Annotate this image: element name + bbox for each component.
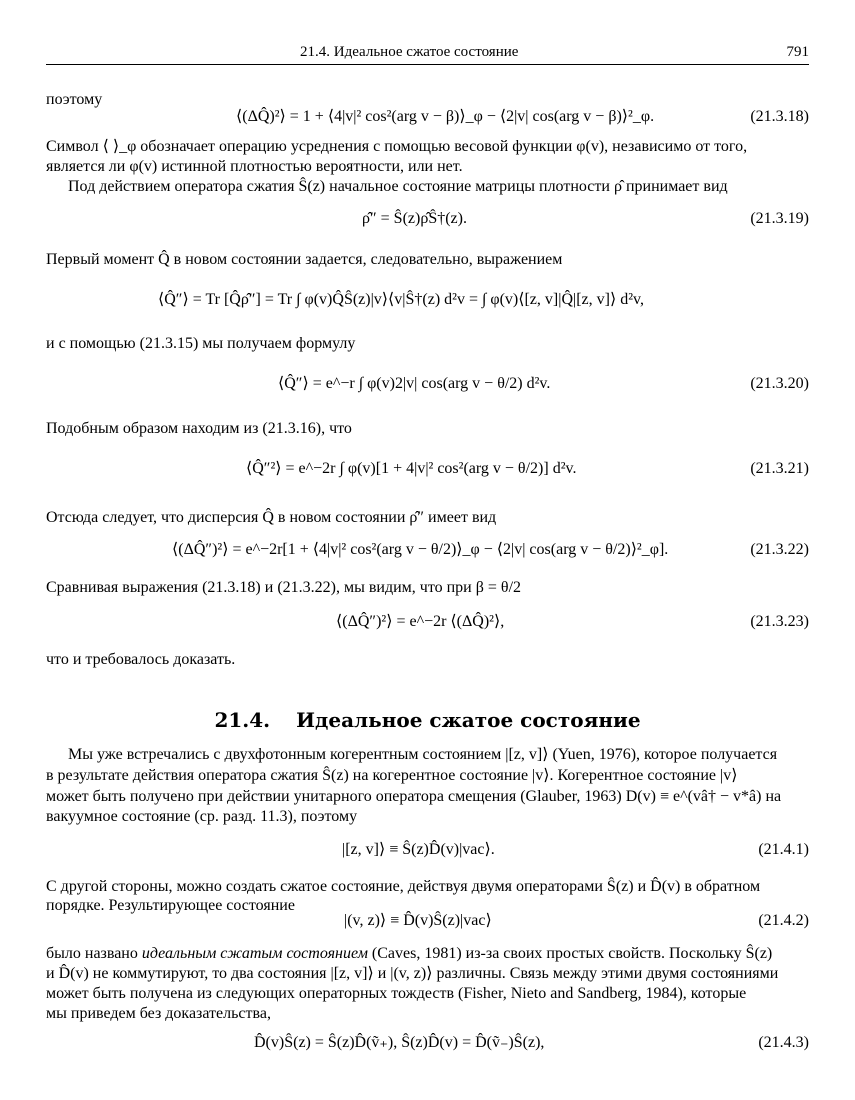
page-header: [46, 42, 809, 65]
equation-body: D̂(v)Ŝ(z) = Ŝ(z)D̂(ṽ₊), Ŝ(z)D̂(v) = D̂(ṽ₋)Ŝ(z),: [254, 1034, 545, 1051]
text-line: Символ ⟨ ⟩_φ обозначает операцию усреднения с помощью весовой функции φ(v), независимо от того,: [46, 138, 748, 155]
text-line: Под действием оператора сжатия Ŝ(z) начальное состояние матрицы плотности ρ̂ принимает вид: [68, 178, 728, 195]
equation-number: (21.3.23): [750, 613, 809, 630]
equation-21-3-20: [46, 371, 809, 397]
text-line: Первый момент Q̂ в новом состоянии задается, следовательно, выражением: [46, 251, 563, 268]
italic-term: идеальным сжатым состоянием: [141, 945, 368, 962]
equation-body: |[z, v]⟩ ≡ Ŝ(z)D̂(v)|vac⟩.: [342, 841, 495, 858]
text-line: что и требовалось доказать.: [46, 651, 236, 668]
equation-21-3-18: [46, 104, 809, 130]
equation-body: ⟨Q̂″²⟩ = e^−2r ∫ φ(v)[1 + 4|v|² cos²(arg v − θ/2)] d²v.: [246, 460, 577, 477]
text-line: мы приведем без доказательства,: [46, 1005, 271, 1022]
equation-body: ⟨Q̂″⟩ = Tr [Q̂ρ̂″] = Tr ∫ φ(v)Q̂Ŝ(z)|v⟩⟨v|Ŝ†(z) d²v = ∫ φ(v)⟨[z, v]|Q̂|[z, v]⟩ d²v,: [158, 291, 644, 308]
equation-21-3-21: [46, 456, 809, 482]
equation-21-3-23: [46, 609, 809, 635]
equation-number: (21.3.19): [750, 210, 809, 227]
equation-body: ρ̂″ = Ŝ(z)ρ̂Ŝ†(z).: [362, 210, 467, 227]
text-line: является ли φ(v) истинной плотностью вероятности, или нет.: [46, 158, 463, 175]
equation-number: (21.3.22): [750, 541, 809, 558]
text-line: Отсюда следует, что дисперсия Q̂ в новом состоянии ρ̂″ имеет вид: [46, 509, 497, 526]
text-line: Мы уже встречались с двухфотонным когерентным состоянием |[z, v]⟩ (Yuen, 1976), которое получается: [68, 746, 778, 763]
text-line: и D̂(v) не коммутируют, то два состояния |[z, v]⟩ и |(v, z)⟩ различны. Связь между этими двумя состояниями: [46, 965, 779, 982]
page-number: 791: [786, 44, 809, 60]
text-line: может быть получено при действии унитарного оператора смещения (Glauber, 1963) D(v) ≡ e^(vâ† − v*â) на: [46, 788, 782, 805]
text-run: было названо: [46, 945, 142, 962]
equation-number: (21.3.21): [750, 460, 809, 477]
text-line: может быть получена из следующих операторных тождеств (Fisher, Nieto and Sandberg, 1984), которые: [46, 985, 747, 1002]
equation-21-3-22: [46, 537, 809, 563]
equation-number: (21.4.1): [758, 841, 809, 858]
equation-body: ⟨Q̂″⟩ = e^−r ∫ φ(v)2|v| cos(arg v − θ/2) d²v.: [278, 375, 551, 392]
equation-21-3-19: [46, 206, 809, 232]
text-line: и с помощью (21.3.15) мы получаем формулу: [46, 335, 356, 352]
equation-21-4-3: [46, 1030, 809, 1056]
section-heading: [0, 708, 855, 732]
running-title: 21.4. Идеальное сжатое состояние: [300, 44, 519, 60]
text-run: (Caves, 1981) из-за своих простых свойств. Поскольку Ŝ(z): [367, 945, 773, 962]
text-line: в результате действия оператора сжатия Ŝ(z) на когерентное состояние |v⟩. Когерентное состояние |v⟩: [46, 767, 738, 784]
equation-body: ⟨(ΔQ̂″)²⟩ = e^−2r[1 + ⟨4|v|² cos²(arg v − θ/2)⟩_φ − ⟨2|v| cos(arg v − θ/2)⟩²_φ].: [172, 541, 669, 558]
equation-body: ⟨(ΔQ̂)²⟩ = 1 + ⟨4|v|² cos²(arg v − β)⟩_φ − ⟨2|v| cos(arg v − β)⟩²_φ.: [236, 108, 655, 125]
equation-21-4-1: [46, 837, 809, 863]
text-line: порядке. Результирующее состояние: [46, 897, 295, 914]
section-title-text: Идеальное сжатое состояние: [296, 708, 641, 732]
equation-number: (21.3.20): [750, 375, 809, 392]
equation-number: (21.4.2): [758, 912, 809, 929]
equation-body: |(v, z)⟩ ≡ D̂(v)Ŝ(z)|vac⟩: [344, 912, 492, 929]
text-line: С другой стороны, можно создать сжатое состояние, действуя двумя операторами Ŝ(z) и D̂(v) в обратном: [46, 878, 761, 895]
text-line: поэтому: [46, 91, 103, 108]
equation-body: ⟨(ΔQ̂″)²⟩ = e^−2r ⟨(ΔQ̂)²⟩,: [336, 613, 505, 630]
text-line: Подобным образом находим из (21.3.16), что: [46, 420, 352, 437]
text-line: вакуумное состояние (ср. разд. 11.3), поэтому: [46, 808, 358, 825]
equation-number: (21.4.3): [758, 1034, 809, 1051]
equation-unnumbered: [46, 287, 809, 313]
equation-number: (21.3.18): [750, 108, 809, 125]
text-line: [46, 944, 809, 964]
section-number: 21.4.: [214, 708, 271, 732]
text-line: Сравнивая выражения (21.3.18) и (21.3.22), мы видим, что при β = θ/2: [46, 579, 522, 596]
equation-21-4-2: [46, 908, 809, 934]
